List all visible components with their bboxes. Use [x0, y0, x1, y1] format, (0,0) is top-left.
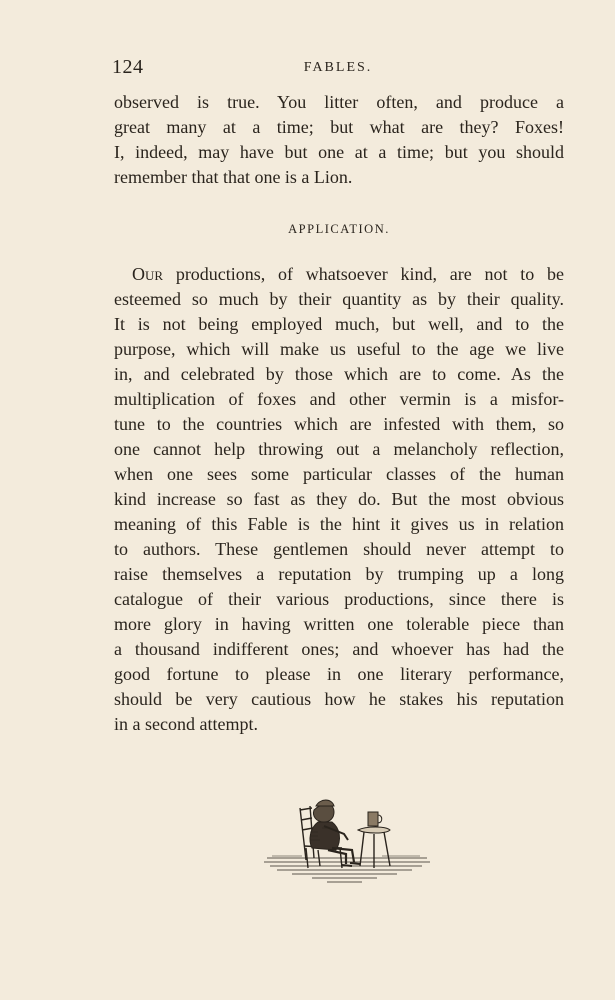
paragraph-line: kind increase so fast as they do. But the most obvious [114, 489, 564, 509]
paragraph-line: more glory in having written one tolerable piece than [114, 614, 564, 634]
section-title: APPLICATION. [288, 222, 390, 236]
fable-line: great many at a time; but what are they? Foxes! [114, 117, 564, 137]
paragraph-line: good fortune to please in one literary performance, [114, 664, 564, 684]
paragraph-line: when one sees some particular classes of the human [114, 464, 564, 484]
paragraph-line: to authors. These gentlemen should never attempt to [114, 539, 564, 559]
paragraph-line: raise themselves a reputation by trumping up a long [114, 564, 564, 584]
page-number: 124 [112, 56, 144, 78]
fable-line: observed is true. You litter often, and produce a [114, 92, 564, 112]
paragraph-line: It is not being employed much, but well, and to the [114, 314, 564, 334]
fable-line: I, indeed, may have but one at a time; but you should [114, 142, 564, 162]
paragraph-line: in, and celebrated by those which are to come. As the [114, 364, 564, 384]
paragraph-line: in a second attempt. [114, 714, 258, 734]
running-head: FABLES. [303, 60, 373, 75]
page-header [112, 56, 564, 80]
paragraph-line [114, 262, 564, 286]
fable-line: remember that that one is a Lion. [114, 167, 353, 187]
paragraph-line: a thousand indifferent ones; and whoever has had the [114, 639, 564, 659]
paragraph-line: purpose, which will make us useful to the age we live [114, 339, 564, 359]
paragraph-line: esteemed so much by their quantity as by their quality. [114, 289, 564, 309]
paragraph-line: should be very cautious how he stakes his reputation [114, 689, 564, 709]
seated-man-with-tankard-icon [262, 788, 432, 893]
first-line-text: productions, of whatsoever kind, are not to be [163, 264, 564, 284]
paragraph-line: one cannot help throwing out a melancholy reflection, [114, 439, 564, 459]
paragraph-line: catalogue of their various productions, since there is [114, 589, 564, 609]
paragraph-line: multiplication of foxes and other vermin is a misfor- [114, 389, 564, 409]
paragraph-line: tune to the countries which are infested with them, so [114, 414, 564, 434]
paragraph-line: meaning of this Fable is the hint it gives us in relation [114, 514, 564, 534]
drop-word: Our [132, 264, 164, 284]
